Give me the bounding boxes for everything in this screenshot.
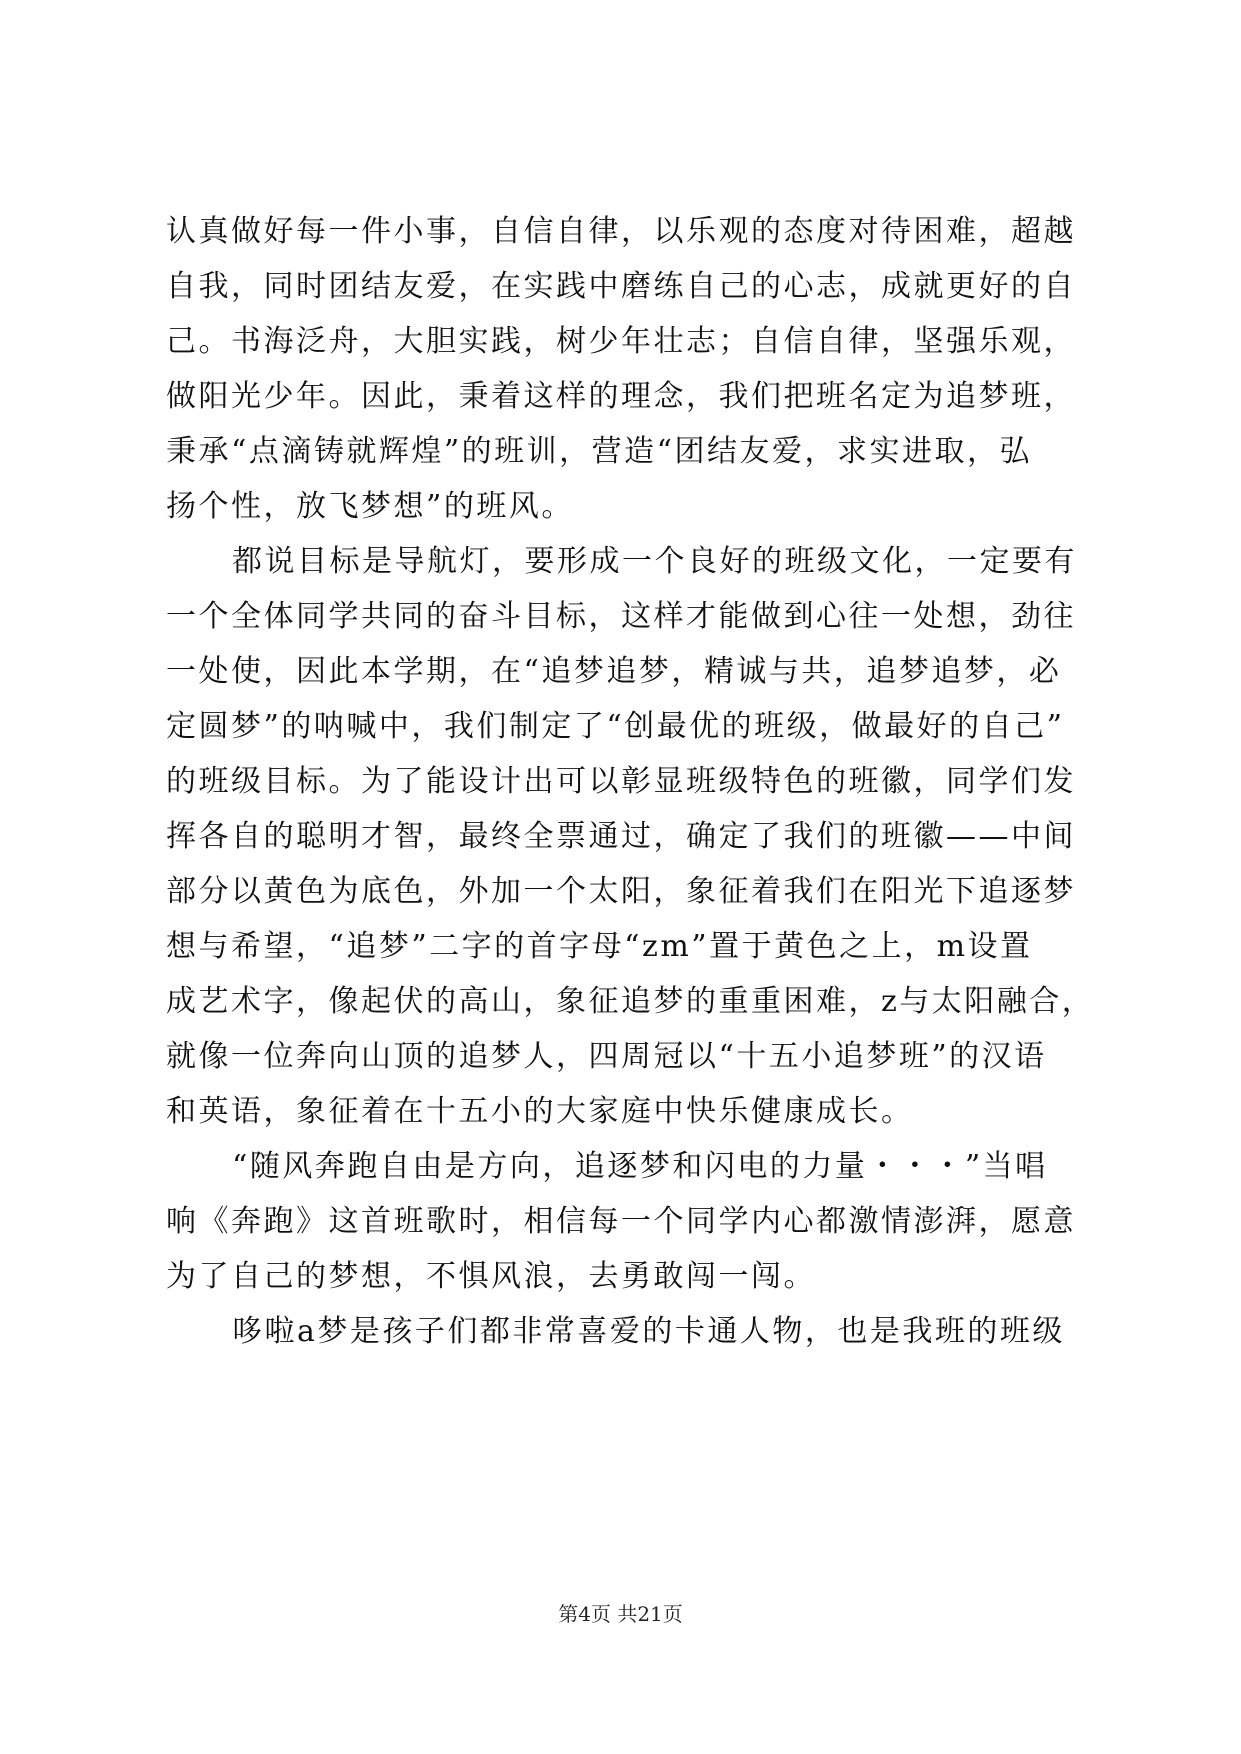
paragraph-2-line-4: 定圆梦”的呐喊中，我们制定了“创最优的班级，做最好的自己” [166, 709, 1065, 744]
paragraph-1-line-6: 扬个性，放飞梦想”的班风。 [166, 489, 574, 524]
paragraph-1-line-5: 秉承“点滴铸就辉煌”的班训，营造“团结友爱，求实进取，弘 [166, 434, 1033, 469]
paragraph-1-line-2: 自我，同时团结友爱，在实践中磨练自己的心志，成就更好的自 [166, 269, 1076, 304]
paragraph-2-line-10: 就像一位奔向山顶的追梦人，四周冠以“十五小追梦班”的汉语 [166, 1039, 1047, 1074]
paragraph-2-line-6: 挥各自的聪明才智，最终全票通过，确定了我们的班徽——中间 [166, 819, 1076, 854]
paragraph-3-line-2: 响《奔跑》这首班歌时，相信每一个同学内心都激情澎湃，愿意 [166, 1204, 1076, 1239]
paragraph-2-line-1: 都说目标是导航灯，要形成一个良好的班级文化，一定要有 [232, 544, 1077, 579]
paragraph-1-line-4: 做阳光少年。因此，秉着这样的理念，我们把班名定为追梦班， [166, 379, 1076, 414]
paragraph-2-line-5: 的班级目标。为了能设计出可以彰显班级特色的班徽，同学们发 [166, 764, 1076, 799]
paragraph-3-line-1: “随风奔跑自由是方向，追逐梦和闪电的力量・・・”当唱 [232, 1149, 1048, 1184]
paragraph-2-line-7: 部分以黄色为底色，外加一个太阳，象征着我们在阳光下追逐梦 [166, 874, 1076, 909]
page-number-footer: 第4页 共21页 [558, 1602, 683, 1626]
paragraph-1-line-3: 己。书海泛舟，大胆实践，树少年壮志；自信自律，坚强乐观， [166, 324, 1076, 359]
paragraph-2-line-11: 和英语，象征着在十五小的大家庭中快乐健康成长。 [166, 1094, 914, 1129]
paragraph-2-line-9: 成艺术字，像起伏的高山，象征追梦的重重困难，z与太阳融合， [166, 984, 1095, 1019]
paragraph-2-line-3: 一处使，因此本学期，在“追梦追梦，精诚与共，追梦追梦，必 [166, 654, 1062, 689]
paragraph-2-line-2: 一个全体同学共同的奋斗目标，这样才能做到心往一处想，劲往 [166, 599, 1076, 634]
paragraph-4-line-1: 哆啦a梦是孩子们都非常喜爱的卡通人物，也是我班的班级 [232, 1314, 1065, 1349]
paragraph-3-line-3: 为了自己的梦想，不惧风浪，去勇敢闯一闯。 [166, 1259, 816, 1294]
paragraph-2-line-8: 想与希望，“追梦”二字的首字母“zm”置于黄色之上，m设置 [166, 929, 1033, 964]
paragraph-1-line-1: 认真做好每一件小事，自信自律，以乐观的态度对待困难，超越 [166, 214, 1076, 249]
